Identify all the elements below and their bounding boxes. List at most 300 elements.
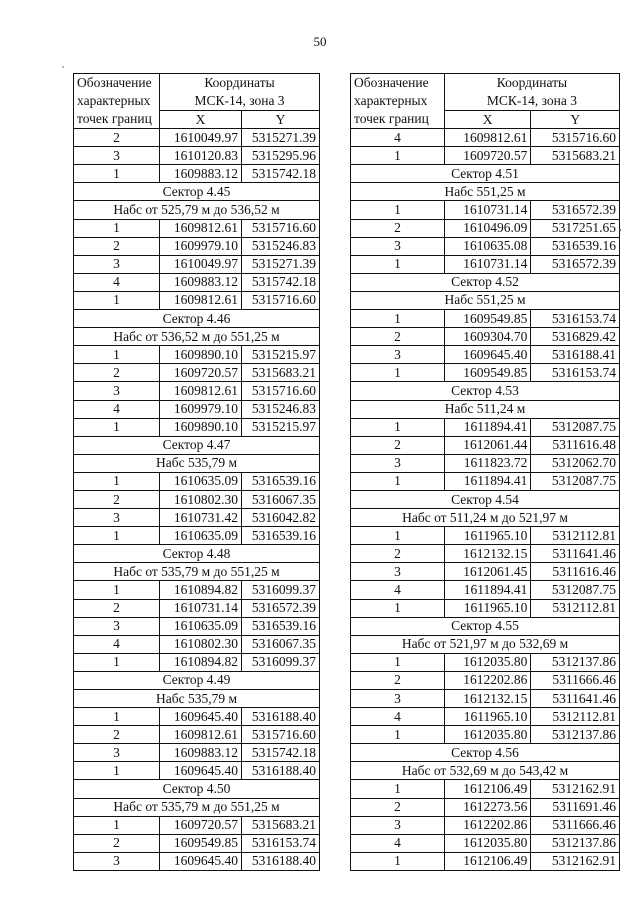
point-number-cell: 1: [351, 147, 445, 165]
y-coordinate-cell: 5315742.18: [242, 273, 320, 291]
x-coordinate-cell: 1610635.08: [444, 237, 530, 255]
point-number-cell: 3: [351, 816, 445, 834]
table-row: [74, 490, 320, 508]
y-coordinate-cell: 5316572.39: [531, 255, 620, 273]
y-coordinate-cell: 5312087.75: [531, 418, 620, 436]
y-coordinate-cell: 5316539.16: [242, 527, 320, 545]
point-number-cell: 3: [74, 509, 160, 527]
y-coordinate-cell: 5315271.39: [242, 129, 320, 147]
x-coordinate-cell: 1610635.09: [160, 617, 242, 635]
x-coordinate-cell: 1609645.40: [160, 762, 242, 780]
coords-system: МСК-14, зона 3: [486, 93, 578, 108]
page-number: 50: [313, 34, 327, 49]
column-x-header: X: [444, 111, 530, 129]
table-row: [74, 834, 320, 852]
point-number-cell: 1: [74, 291, 160, 309]
y-coordinate-cell: 5312162.91: [531, 852, 620, 870]
y-coordinate-cell: 5315295.96: [242, 147, 320, 165]
sector-heading: Набс 511,24 м: [351, 400, 620, 418]
sector-heading: Сектор 4.51: [351, 165, 620, 183]
coords-title: Координаты: [496, 75, 568, 90]
coordinates-header: [444, 74, 619, 111]
y-coordinate-cell: 5311616.48: [531, 436, 620, 454]
header-label-line: Обозначение: [77, 75, 152, 91]
y-coordinate-cell: 5315271.39: [242, 255, 320, 273]
table-row: [74, 165, 320, 183]
sector-heading-row: [351, 183, 620, 201]
point-number-cell: 1: [74, 527, 160, 545]
x-coordinate-cell: 1612035.80: [444, 834, 530, 852]
x-coordinate-cell: 1610049.97: [160, 129, 242, 147]
table-row: [74, 291, 320, 309]
y-coordinate-cell: 5315683.21: [242, 816, 320, 834]
x-coordinate-cell: 1609549.85: [444, 310, 530, 328]
table-right-header: [351, 74, 620, 129]
x-coordinate-cell: 1610894.82: [160, 581, 242, 599]
sector-heading-row: [74, 328, 320, 346]
table-row: [74, 255, 320, 273]
point-number-cell: 1: [74, 708, 160, 726]
point-number-cell: 1: [74, 165, 160, 183]
point-number-cell: 1: [351, 527, 445, 545]
y-coordinate-cell: 5316042.82: [242, 509, 320, 527]
x-coordinate-cell: 1611965.10: [444, 599, 530, 617]
point-number-cell: 3: [351, 563, 445, 581]
y-coordinate-cell: 5312162.91: [531, 780, 620, 798]
point-number-cell: 1: [74, 762, 160, 780]
sector-heading: Набс от 535,79 м до 551,25 м: [74, 563, 320, 581]
sector-heading: Набс 535,79 м: [74, 454, 320, 472]
x-coordinate-cell: 1610635.09: [160, 472, 242, 490]
sector-heading: Набс от 532,69 м до 543,42 м: [351, 762, 620, 780]
x-coordinate-cell: 1609979.10: [160, 400, 242, 418]
sector-heading: Набс 551,25 м: [351, 291, 620, 309]
sector-heading: Сектор 4.53: [351, 382, 620, 400]
header-label-line: характерных: [77, 93, 151, 109]
header-label-line: Обозначение: [354, 75, 429, 91]
y-coordinate-cell: 5315716.60: [242, 219, 320, 237]
table-row: [74, 219, 320, 237]
y-coordinate-cell: 5312087.75: [531, 581, 620, 599]
header-label-line: характерных: [354, 93, 428, 109]
point-number-cell: 4: [351, 708, 445, 726]
x-coordinate-cell: 1609979.10: [160, 237, 242, 255]
point-number-cell: 4: [351, 834, 445, 852]
x-coordinate-cell: 1609304.70: [444, 328, 530, 346]
table-row: [74, 273, 320, 291]
x-coordinate-cell: 1610894.82: [160, 653, 242, 671]
table-row: [74, 599, 320, 617]
x-coordinate-cell: 1609890.10: [160, 418, 242, 436]
x-coordinate-cell: 1611823.72: [444, 454, 530, 472]
point-number-cell: 1: [74, 346, 160, 364]
table-row: [351, 671, 620, 689]
y-coordinate-cell: 5315742.18: [242, 165, 320, 183]
sector-heading-row: [351, 762, 620, 780]
point-number-cell: 1: [74, 653, 160, 671]
x-coordinate-cell: 1612202.86: [444, 816, 530, 834]
sector-heading: Набс от 536,52 м до 551,25 м: [74, 328, 320, 346]
y-coordinate-cell: 5315683.21: [242, 364, 320, 382]
point-label-header: [351, 74, 445, 129]
coords-system: МСК-14, зона 3: [194, 93, 285, 108]
point-number-cell: 2: [74, 237, 160, 255]
point-number-cell: 2: [351, 219, 445, 237]
y-coordinate-cell: 5316572.39: [531, 201, 620, 219]
y-coordinate-cell: 5316153.74: [242, 834, 320, 852]
table-row: [74, 527, 320, 545]
table-row: [351, 255, 620, 273]
sector-heading-row: [351, 617, 620, 635]
y-coordinate-cell: 5316829.42: [531, 328, 620, 346]
table-row: [351, 147, 620, 165]
x-coordinate-cell: 1609549.85: [160, 834, 242, 852]
x-coordinate-cell: 1610049.97: [160, 255, 242, 273]
x-coordinate-cell: 1609645.40: [160, 708, 242, 726]
sector-heading-row: [351, 291, 620, 309]
sector-heading-row: [351, 744, 620, 762]
x-coordinate-cell: 1609720.57: [160, 364, 242, 382]
y-coordinate-cell: 5311666.46: [531, 816, 620, 834]
x-coordinate-cell: 1609720.57: [444, 147, 530, 165]
table-row: [351, 527, 620, 545]
sector-heading-row: [351, 400, 620, 418]
y-coordinate-cell: 5316539.16: [242, 472, 320, 490]
x-coordinate-cell: 1611894.41: [444, 418, 530, 436]
sector-heading-row: [351, 165, 620, 183]
sector-heading-row: [351, 509, 620, 527]
sector-heading-row: [74, 563, 320, 581]
point-label-header: [74, 74, 160, 129]
point-number-cell: 4: [74, 635, 160, 653]
y-coordinate-cell: 5315215.97: [242, 418, 320, 436]
header-label-line: точек границ: [354, 111, 429, 127]
point-number-cell: 3: [74, 382, 160, 400]
table-row: [351, 708, 620, 726]
table-row: [74, 581, 320, 599]
column-y-header: Y: [242, 111, 320, 129]
table-row: [74, 744, 320, 762]
sector-heading-row: [351, 635, 620, 653]
x-coordinate-cell: 1612035.80: [444, 653, 530, 671]
table-row: [351, 690, 620, 708]
point-number-cell: 4: [74, 273, 160, 291]
sector-heading: Сектор 4.55: [351, 617, 620, 635]
table-row: [74, 708, 320, 726]
point-number-cell: 2: [351, 671, 445, 689]
table-row: [74, 509, 320, 527]
header-label-line: точек границ: [77, 111, 152, 127]
y-coordinate-cell: 5312137.86: [531, 834, 620, 852]
table-row: [351, 726, 620, 744]
table-row: [351, 563, 620, 581]
x-coordinate-cell: 1612106.49: [444, 852, 530, 870]
table-row: [351, 653, 620, 671]
x-coordinate-cell: 1609890.10: [160, 346, 242, 364]
y-coordinate-cell: 5316099.37: [242, 653, 320, 671]
y-coordinate-cell: 5315716.60: [531, 129, 620, 147]
point-number-cell: 2: [74, 364, 160, 382]
y-coordinate-cell: 5316153.74: [531, 364, 620, 382]
x-coordinate-cell: 1610120.83: [160, 147, 242, 165]
sector-heading-row: [74, 454, 320, 472]
x-coordinate-cell: 1610731.14: [160, 599, 242, 617]
table-row: [351, 201, 620, 219]
y-coordinate-cell: 5312087.75: [531, 472, 620, 490]
table-row: [351, 129, 620, 147]
point-number-cell: 2: [74, 490, 160, 508]
sector-heading: Набс от 535,79 м до 551,25 м: [74, 798, 320, 816]
x-coordinate-cell: 1612106.49: [444, 780, 530, 798]
x-coordinate-cell: 1609883.12: [160, 273, 242, 291]
y-coordinate-cell: 5317251.65: [531, 219, 620, 237]
point-number-cell: 2: [351, 328, 445, 346]
y-coordinate-cell: 5315716.60: [242, 726, 320, 744]
sector-heading-row: [74, 545, 320, 563]
column-x-header: X: [160, 111, 242, 129]
table-row: [351, 834, 620, 852]
point-number-cell: 4: [74, 400, 160, 418]
sector-heading: Набс от 511,24 м до 521,97 м: [351, 509, 620, 527]
y-coordinate-cell: 5316099.37: [242, 581, 320, 599]
x-coordinate-cell: 1610731.42: [160, 509, 242, 527]
y-coordinate-cell: 5312112.81: [531, 527, 620, 545]
y-coordinate-cell: 5311641.46: [531, 690, 620, 708]
table-row: [74, 816, 320, 834]
table-row: [74, 346, 320, 364]
point-number-cell: 4: [351, 581, 445, 599]
sector-heading: Сектор 4.52: [351, 273, 620, 291]
point-number-cell: 3: [74, 255, 160, 273]
coordinates-table-left: [73, 73, 320, 871]
y-coordinate-cell: 5315215.97: [242, 346, 320, 364]
point-number-cell: 2: [74, 726, 160, 744]
table-row: [74, 762, 320, 780]
point-number-cell: 1: [351, 310, 445, 328]
sector-heading-row: [74, 690, 320, 708]
table-row: [74, 129, 320, 147]
sector-heading-row: [351, 490, 620, 508]
y-coordinate-cell: 5316188.40: [242, 762, 320, 780]
point-number-cell: 1: [351, 255, 445, 273]
scan-speck: [619, 229, 621, 231]
sector-heading-row: [74, 671, 320, 689]
point-number-cell: 2: [74, 599, 160, 617]
y-coordinate-cell: 5315716.60: [242, 291, 320, 309]
x-coordinate-cell: 1612132.15: [444, 690, 530, 708]
x-coordinate-cell: 1610496.09: [444, 219, 530, 237]
point-number-cell: 1: [74, 219, 160, 237]
y-coordinate-cell: 5311691.46: [531, 798, 620, 816]
y-coordinate-cell: 5315716.60: [242, 382, 320, 400]
point-number-cell: 3: [74, 147, 160, 165]
y-coordinate-cell: 5312062.70: [531, 454, 620, 472]
table-row: [74, 726, 320, 744]
x-coordinate-cell: 1609812.61: [160, 219, 242, 237]
sector-heading-row: [74, 310, 320, 328]
scan-speck: [62, 66, 64, 68]
table-row: [351, 436, 620, 454]
sector-heading-row: [74, 780, 320, 798]
x-coordinate-cell: 1609812.61: [160, 382, 242, 400]
y-coordinate-cell: 5316539.16: [531, 237, 620, 255]
x-coordinate-cell: 1612061.45: [444, 563, 530, 581]
y-coordinate-cell: 5316188.40: [242, 708, 320, 726]
x-coordinate-cell: 1612035.80: [444, 726, 530, 744]
point-number-cell: 1: [351, 726, 445, 744]
y-coordinate-cell: 5316188.40: [242, 852, 320, 870]
x-coordinate-cell: 1610731.14: [444, 201, 530, 219]
x-coordinate-cell: 1609549.85: [444, 364, 530, 382]
point-number-cell: 2: [351, 798, 445, 816]
table-row: [351, 472, 620, 490]
table-row: [351, 237, 620, 255]
table-row: [351, 219, 620, 237]
y-coordinate-cell: 5316153.74: [531, 310, 620, 328]
coordinates-header: [160, 74, 320, 111]
point-number-cell: 1: [74, 581, 160, 599]
sector-heading: Сектор 4.45: [74, 183, 320, 201]
table-row: [74, 472, 320, 490]
point-number-cell: 2: [351, 545, 445, 563]
table-row: [74, 237, 320, 255]
y-coordinate-cell: 5315246.83: [242, 400, 320, 418]
sector-heading: Набс от 521,97 м до 532,69 м: [351, 635, 620, 653]
sector-heading-row: [74, 201, 320, 219]
table-left-header: [74, 74, 320, 129]
y-coordinate-cell: 5316067.35: [242, 635, 320, 653]
point-number-cell: 3: [74, 852, 160, 870]
point-number-cell: 3: [351, 454, 445, 472]
x-coordinate-cell: 1610731.14: [444, 255, 530, 273]
x-coordinate-cell: 1612132.15: [444, 545, 530, 563]
column-y-header: Y: [531, 111, 620, 129]
point-number-cell: 1: [74, 418, 160, 436]
point-number-cell: 2: [351, 436, 445, 454]
sector-heading: Сектор 4.50: [74, 780, 320, 798]
y-coordinate-cell: 5315683.21: [531, 147, 620, 165]
sector-heading-row: [351, 273, 620, 291]
sector-heading: Сектор 4.47: [74, 436, 320, 454]
table-row: [74, 364, 320, 382]
x-coordinate-cell: 1612061.44: [444, 436, 530, 454]
point-number-cell: 3: [351, 346, 445, 364]
y-coordinate-cell: 5315742.18: [242, 744, 320, 762]
y-coordinate-cell: 5316067.35: [242, 490, 320, 508]
sector-heading-row: [351, 382, 620, 400]
y-coordinate-cell: 5312137.86: [531, 726, 620, 744]
x-coordinate-cell: 1609812.61: [160, 291, 242, 309]
point-number-cell: 1: [351, 599, 445, 617]
point-number-cell: 2: [74, 834, 160, 852]
table-right-body: [351, 129, 620, 871]
point-number-cell: 1: [74, 816, 160, 834]
x-coordinate-cell: 1612202.86: [444, 671, 530, 689]
table-row: [351, 364, 620, 382]
y-coordinate-cell: 5316188.41: [531, 346, 620, 364]
y-coordinate-cell: 5312112.81: [531, 708, 620, 726]
table-row: [351, 852, 620, 870]
table-row: [351, 328, 620, 346]
table-row: [351, 780, 620, 798]
y-coordinate-cell: 5316539.16: [242, 617, 320, 635]
x-coordinate-cell: 1609883.12: [160, 744, 242, 762]
x-coordinate-cell: 1609645.40: [444, 346, 530, 364]
point-number-cell: 3: [74, 744, 160, 762]
table-row: [74, 400, 320, 418]
x-coordinate-cell: 1609812.61: [160, 726, 242, 744]
x-coordinate-cell: 1609812.61: [444, 129, 530, 147]
point-number-cell: 2: [74, 129, 160, 147]
table-row: [74, 635, 320, 653]
table-row: [351, 310, 620, 328]
x-coordinate-cell: 1610802.30: [160, 490, 242, 508]
table-row: [351, 418, 620, 436]
y-coordinate-cell: 5316572.39: [242, 599, 320, 617]
point-number-cell: 3: [351, 237, 445, 255]
table-row: [74, 653, 320, 671]
table-row: [351, 545, 620, 563]
table-left-body: [74, 129, 320, 871]
point-number-cell: 1: [351, 780, 445, 798]
sector-heading: Набс 535,79 м: [74, 690, 320, 708]
sector-heading-row: [74, 183, 320, 201]
sector-heading: Сектор 4.48: [74, 545, 320, 563]
sector-heading: Сектор 4.49: [74, 671, 320, 689]
table-row: [351, 346, 620, 364]
y-coordinate-cell: 5312112.81: [531, 599, 620, 617]
table-row: [74, 382, 320, 400]
x-coordinate-cell: 1611965.10: [444, 527, 530, 545]
sector-heading: Сектор 4.46: [74, 310, 320, 328]
x-coordinate-cell: 1611894.41: [444, 472, 530, 490]
point-number-cell: 1: [351, 418, 445, 436]
table-row: [74, 852, 320, 870]
x-coordinate-cell: 1609645.40: [160, 852, 242, 870]
x-coordinate-cell: 1609883.12: [160, 165, 242, 183]
table-row: [74, 147, 320, 165]
coords-title: Координаты: [204, 75, 275, 90]
sector-heading-row: [74, 436, 320, 454]
y-coordinate-cell: 5311666.46: [531, 671, 620, 689]
point-number-cell: 1: [351, 653, 445, 671]
coordinates-table-right: [350, 73, 620, 871]
x-coordinate-cell: 1611965.10: [444, 708, 530, 726]
table-row: [351, 581, 620, 599]
sector-heading-row: [74, 798, 320, 816]
point-number-cell: 1: [74, 472, 160, 490]
sector-heading: Сектор 4.56: [351, 744, 620, 762]
table-row: [351, 798, 620, 816]
y-coordinate-cell: 5315246.83: [242, 237, 320, 255]
point-number-cell: 4: [351, 129, 445, 147]
sector-heading: Набс от 525,79 м до 536,52 м: [74, 201, 320, 219]
x-coordinate-cell: 1611894.41: [444, 581, 530, 599]
table-row: [74, 617, 320, 635]
x-coordinate-cell: 1612273.56: [444, 798, 530, 816]
x-coordinate-cell: 1609720.57: [160, 816, 242, 834]
point-number-cell: 3: [351, 690, 445, 708]
point-number-cell: 3: [74, 617, 160, 635]
y-coordinate-cell: 5312137.86: [531, 653, 620, 671]
table-row: [351, 816, 620, 834]
table-row: [74, 418, 320, 436]
y-coordinate-cell: 5311641.46: [531, 545, 620, 563]
x-coordinate-cell: 1610802.30: [160, 635, 242, 653]
table-row: [351, 599, 620, 617]
point-number-cell: 1: [351, 852, 445, 870]
point-number-cell: 1: [351, 201, 445, 219]
